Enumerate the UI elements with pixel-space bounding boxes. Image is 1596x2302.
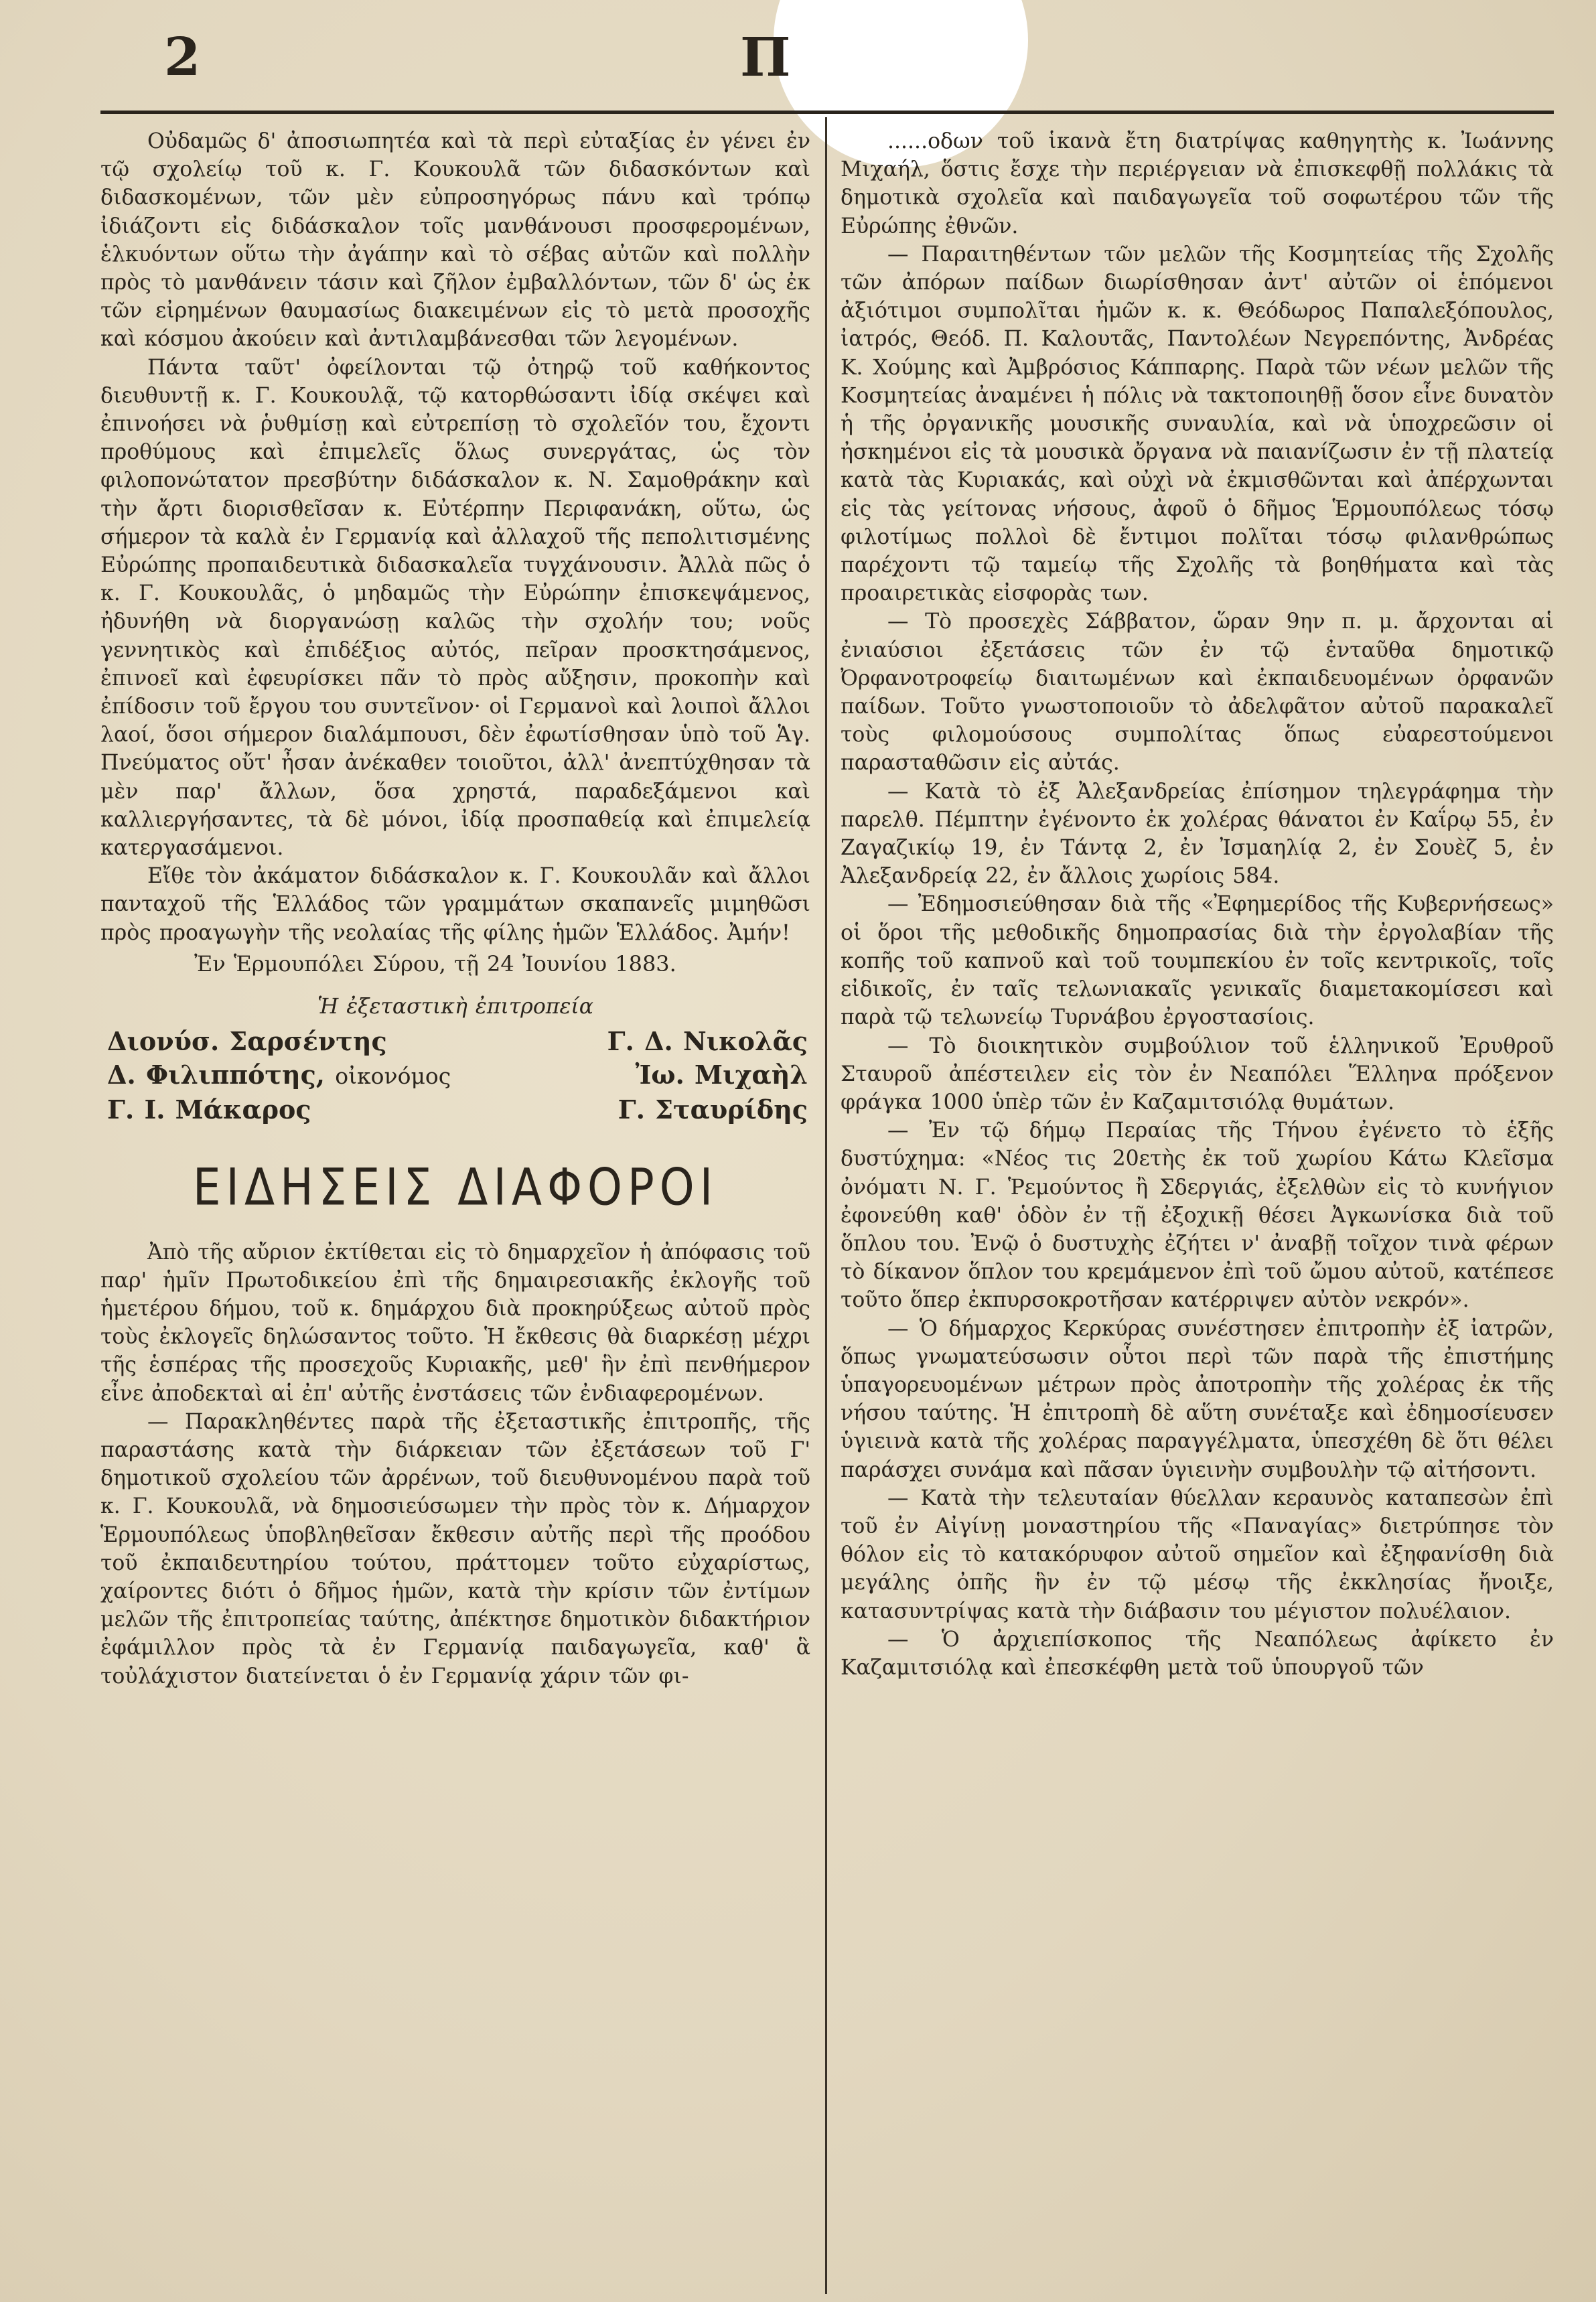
news-item: ......οδων τοῦ ἱκανὰ ἔτη διατρίψας καθηγητὴς κ. Ἰωάννης Μιχαήλ, ὅστις ἔσχε τὴν περιέργειαν νὰ ἐπισκεφθῇ πολλάκις τὰ δημοτικὰ σχολεῖα καὶ παιδαγωγεῖα τοῦ σοφωτέρου τῶν τῆς Εὐρώπης ἐθνῶν. bbox=[841, 129, 1554, 238]
signature-row bbox=[100, 1025, 810, 1058]
left-column bbox=[100, 127, 810, 1690]
news-item: — Παρακληθέντες παρὰ τῆς ἐξεταστικῆς ἐπιτροπῆς, τῆς παραστάσης κατὰ τὴν διάρκειαν τῶν ἐξετάσεων τοῦ Γ' δημοτικοῦ σχολείου τῶν ἀρρένων, τοῦ διευθυνομένου παρὰ τοῦ κ. Γ. Κουκουλᾶ, νὰ δημοσιεύσωμεν τὴν πρὸς τὸν κ. Δήμαρχον Ἑρμουπόλεως ὑποβληθεῖσαν ἔκθεσιν αὐτῆς περὶ τῆς προόδου τοῦ ἐκπαιδευτηρίου τούτου, πράττομεν τοῦτο εὐχαρίστως, χαίροντες διότι ὁ δῆμος ἡμῶν, κατὰ τὴν κρίσιν τῶν ἐντίμων μελῶν τῆς ἐπιτροπείας ταύτης, ἀπέκτησε δημοτικὸν διδακτήριον ἐφάμιλλον πρὸς τὰ ἐν Γερμανίᾳ παιδαγωγεῖα, καθ' ἃ τοὐλάχιστον διατείνεται ὁ ἐν Γερμανίᾳ χάριν τῶν φι- bbox=[100, 1409, 810, 1688]
signatory-name: Γ. Ι. Μάκαρος bbox=[107, 1094, 311, 1125]
news-item: — Ὁ δήμαρχος Κερκύρας συνέστησεν ἐπιτροπὴν ἐξ ἰατρῶν, ὅπως γνωματεύσωσιν οὗτοι περὶ τῶν παρὰ τῆς ἐπιστήμης ὑπαγορευομένων μέτρων πρὸς ἀποτροπὴν τῆς χολέρας ἐκ τῆς νήσου ταύτης. Ἡ ἐπιτροπὴ δὲ αὕτη συνέταξε καὶ ἐδημοσίευσεν ὑγιεινὰ κατὰ τῆς χολέρας παραγγέλματα, ὑπεσχέθη δὲ ὅτι θέλει παράσχει συνάμα καὶ πᾶσαν ὑγιεινὴν συμβουλὴν τῷ αἰτήσοντι. bbox=[841, 1316, 1554, 1482]
news-item: — Τὸ προσεχὲς Σάββατον, ὥραν 9ην π. μ. ἄρχονται αἱ ἐνιαύσιοι ἐξετάσεις τῶν ἐν τῷ ἐνταῦθα δημοτικῷ Ὀρφανοτροφείῳ διαιτωμένων καὶ ἐκπαιδευομένων ὀρφανῶν παίδων. Τοῦτο γνωστοποιοῦν τὸ ἀδελφᾶτον αὐτοῦ παρακαλεῖ τοὺς φιλομούσους συμπολίτας ὅπως εὐαρεστούμενοι παρασταθῶσιν εἰς αὐτάς. bbox=[841, 609, 1554, 776]
signatory-title: οἰκονόμος bbox=[335, 1063, 451, 1090]
signatory-name: Γ. Δ. Νικολᾶς bbox=[607, 1026, 808, 1057]
news-item: — Κατὰ τὴν τελευταίαν θύελλαν κεραυνὸς καταπεσὼν ἐπὶ τοῦ ἐν Αἰγίνῃ μοναστηρίου τῆς «Παναγίας» διετρύπησε τὸν θόλον εἰς τὸ κατακόρυφον αὐτοῦ σημεῖον καὶ ἐξηφανίσθη διὰ μεγάλης ὀπῆς ἣν ἐν τῷ μέσῳ τῆς ἐκκλησίας ἤνοιξε, κατασυντρίψας κατὰ τὴν διάβασιν του μέγιστον πολυέλαιον. bbox=[841, 1486, 1554, 1624]
news-item: — Τὸ διοικητικὸν συμβούλιον τοῦ ἑλληνικοῦ Ἐρυθροῦ Σταυροῦ ἀπέστειλεν εἰς τὸν ἐν Νεαπόλει Ἕλληνα πρόξενον φράγκα 1000 ὑπὲρ τῶν ἐν Καζαμιτσιόλᾳ θυμάτων. bbox=[841, 1033, 1554, 1114]
news-item: Ἀπὸ τῆς αὔριον ἐκτίθεται εἰς τὸ δημαρχεῖον ἡ ἀπόφασις τοῦ παρ' ἡμῖν Πρωτοδικείου ἐπὶ τῆς δημαιρεσιακῆς ἐκλογῆς τοῦ ἡμετέρου δήμου, τοῦ κ. δημάρχου διὰ προκηρύξεως αὐτοῦ πρὸς τοὺς ἐκλογεῖς δηλώσαντος τοῦτο. Ἡ ἔκθεσις θὰ διαρκέσῃ μέχρι τῆς ἑσπέρας τῆς προσεχοῦς Κυριακῆς, μεθ' ἣν ἐπὶ πενθήμερον εἶνε ἀποδεκταὶ αἱ ἐπ' αὐτῆς ἐνστάσεις τῶν ἐνδιαφερομένων. bbox=[100, 1240, 810, 1406]
news-item: — Ὁ ἀρχιεπίσκοπος τῆς Νεαπόλεως ἀφίκετο ἐν Καζαμιτσιόλᾳ καὶ ἐπεσκέφθη μετὰ τοῦ ὑπουργοῦ τῶν bbox=[841, 1627, 1554, 1680]
signatory-name: Διονύσ. Σαρσέντης bbox=[107, 1026, 387, 1057]
header-rule bbox=[100, 111, 1554, 114]
dateline: Ἐν Ἑρμουπόλει Σύρου, τῇ 24 Ἰουνίου 1883. bbox=[194, 950, 676, 977]
masthead-fragment: Π bbox=[740, 25, 791, 88]
committee-heading: Ἡ ἐξεταστικὴ ἐπιτροπεία bbox=[317, 995, 594, 1019]
signature-row bbox=[100, 1093, 810, 1127]
signatory-name: Δ. Φιλιππότης, οἰκονόμος bbox=[107, 1060, 451, 1090]
section-title: ΕΙΔΗΣΕΙΣ ΔΙΑΦΟΡΟΙ bbox=[192, 1157, 719, 1217]
signatory-name: Ἰω. Μιχαὴλ bbox=[635, 1060, 808, 1090]
column-divider bbox=[825, 117, 827, 2294]
article-paragraph: Εἴθε τὸν ἀκάματον διδάσκαλον κ. Γ. Κουκουλᾶν καὶ ἄλλοι πανταχοῦ τῆς Ἑλλάδος τῶν γραμμάτων σκαπανεῖς μιμηθῶσι πρὸς προαγωγὴν τῆς νεολαίας τῆς φίλης ἡμῶν Ἑλλάδος. Ἀμήν! bbox=[100, 864, 810, 945]
right-column bbox=[841, 127, 1554, 1682]
page-number: 2 bbox=[164, 27, 201, 88]
news-item: — Κατὰ τὸ ἐξ Ἀλεξανδρείας ἐπίσημον τηλεγράφημα τὴν παρελθ. Πέμπτην ἐγένοντο ἐκ χολέρας θάνατοι ἐν Καΐρῳ 55, ἐν Ζαγαζικίῳ 19, ἐν Τάντᾳ 2, ἐν Ἰσμαηλίᾳ 2, ἐν Σουὲζ 5, ἐν Ἀλεξανδρείᾳ 22, ἐν ἄλλοις χωρίοις 584. bbox=[841, 779, 1554, 889]
article-paragraph: Οὐδαμῶς δ' ἀποσιωπητέα καὶ τὰ περὶ εὐταξίας ἐν γένει ἐν τῷ σχολείῳ τοῦ κ. Γ. Κουκουλᾶ τῶν διδασκόντων καὶ διδασκομένων, τῶν μὲν εὐπροσηγόρως πάνυ καὶ τρόπῳ ἰδιάζοντι εἰς διδάσκαλον τοῖς μανθάνουσι προσφερομένων, ἑλκυόντων οὕτω τὴν ἀγάπην καὶ τὸ σέβας αὐτῶν καὶ πολλὴν πρὸς τὸ μανθάνειν τάσιν καὶ ζῆλον ἐμβαλλόντων, τῶν δ' ὡς ἐκ τῶν εἰρημένων θαυμασίως διακειμένων εἰς τὸ μετὰ προσοχῆς καὶ κόσμου ἀκούειν καὶ ἀντιλαμβάνεσθαι τῶν λεγομένων. bbox=[100, 129, 810, 352]
signature-row bbox=[100, 1058, 810, 1093]
news-item: — Ἐδημοσιεύθησαν διὰ τῆς «Ἐφημερίδος τῆς Κυβερνήσεως» οἱ ὅροι τῆς μεθοδικῆς δημοπρασίας διὰ τὴν ἐργολαβίαν τῆς κοπῆς τοῦ καπνοῦ καὶ τοῦ τουμπεκίου ἐν τοῖς κεντρικοῖς, τοῖς εἰδικοῖς, ἐν ταῖς τελωνιακαῖς γενικαῖς διαμετακομίσεσι καὶ παρὰ τῷ τελωνείῳ Τυρνάβου ἐργοστασίοις. bbox=[841, 892, 1554, 1030]
news-item: — Παραιτηθέντων τῶν μελῶν τῆς Κοσμητείας τῆς Σχολῆς τῶν ἀπόρων παίδων διωρίσθησαν ἀντ' αὐτῶν οἱ ἑπόμενοι ἀξιότιμοι συμπολῖται ἡμῶν κ. κ. Θεόδωρος Παπαλεξόπουλος, ἰατρός, Θεόδ. Π. Καλουτᾶς, Παντολέων Νεγρεπόντης, Ἀνδρέας Κ. Χούμης καὶ Ἀμβρόσιος Κάππαρης. Παρὰ τῶν νέων μελῶν τῆς Κοσμητείας ἀναμένει ἡ πόλις νὰ τακτοποιηθῇ ὅσον εἶνε δυνατὸν ἡ τῆς ὀργανικῆς μουσικῆς συναυλία, καὶ νὰ ὑποχρεῶσιν οἱ ἠσκημένοι εἰς τὰ μουσικὰ ὄργανα νὰ παιανίζωσιν ἐν τῇ πλατείᾳ κατὰ τὰς Κυριακάς, καὶ οὐχὶ νὰ ἐκμισθῶνται καὶ ἀπέρχωνται εἰς τὰς γείτονας νήσους, ἀφοῦ ὁ δῆμος Ἑρμουπόλεως τόσῳ φιλοτίμως πολλοὶ δὲ ἔντιμοι πολῖται τόσῳ φιλανθρώπως παρέχοντι τῷ ταμείῳ τῆς Σχολῆς τὰ βοηθήματα καὶ τὰς προαιρετικὰς εἰσφορὰς των. bbox=[841, 242, 1554, 606]
signatory-name: Γ. Σταυρίδης bbox=[618, 1094, 808, 1125]
news-item: — Ἐν τῷ δήμῳ Περαίας τῆς Τήνου ἐγένετο τὸ ἑξῆς δυστύχημα: «Νέος τις 20ετὴς ἐκ τοῦ χωρίου Κάτω Κλεῖσμα ὀνόματι Ν. Γ. Ῥεμούντος ἢ Σδεργιάς, ἐξελθὼν εἰς τὸ κυνήγιον ἐφονεύθη καθ' ὁδὸν ἐν τῇ ἐξοχικῇ θέσει Ἀγκωνίσκα διὰ τοῦ ὅπλου του. Ἐνῷ ὁ δυστυχὴς ἐζήτει ν' ἀναβῇ τοῖχον τινὰ φέρων τὸ δίκανον ὅπλον του κρεμάμενον ἐπὶ τοῦ ὤμου αὐτοῦ, κατέπεσε τοῦτο ὅπερ ἐκπυρσοκροτῆσαν κατέρριψεν αὐτὸν νεκρόν». bbox=[841, 1119, 1554, 1313]
article-paragraph: Πάντα ταῦτ' ὀφείλονται τῷ ὀτηρῷ τοῦ καθήκοντος διευθυντῇ κ. Γ. Κουκουλᾷ, τῷ κατορθώσαντι ἰδίᾳ σκέψει καὶ ἐπινοήσει νὰ ῥυθμίσῃ καὶ εὐτρεπίσῃ τὸ σχολεῖόν του, ἔχοντι προθύμους καὶ ἐπιμελεῖς ὅλως συνεργάτας, ὡς τὸν φιλοπονώτατον πρεσβύτην διδάσκαλον κ. Ν. Σαμοθράκην καὶ τὴν ἄρτι διορισθεῖσαν κ. Εὐτέρπην Περιφανάκη, οὕτω, ὡς σήμερον τὰ καλὰ ἐν Γερμανίᾳ καὶ ἀλλαχοῦ τῆς πεπολιτισμένης Εὐρώπης προπαιδευτικὰ διδασκαλεῖα τυγχάνουσιν. Ἀλλὰ πῶς ὁ κ. Γ. Κουκουλᾶς, ὁ μηδαμῶς τὴν Εὐρώπην ἐπισκεψάμενος, ἠδυνήθη νὰ διοργανώσῃ καλῶς τὴν σχολήν του; νοῦς γεννητικὸς καὶ ἐπιδέξιος αὐτός, πεῖραν προσκτησάμενος, ἐπινοεῖ καὶ ἐφευρίσκει πᾶν τὸ πρὸς αὔξησιν, προκοπὴν καὶ ἐπίδοσιν τοῦ ἔργου του συντεῖνον· οἱ Γερμανοὶ καὶ λοιποὶ ἄλλοι λαοί, ὅσοι σήμερον διαλάμπουσι, δὲν ἐφωτίσθησαν ὑπὸ τοῦ Ἁγ. Πνεύματος οὔτ' ἦσαν ἀνέκαθεν τοιοῦτοι, ἀλλ' ἀνεπτύχθησαν τὰ μὲν παρ' ἄλλων, ὅσα χρηστά, παραδεξάμενοι καὶ καλλιεργήσαντες, τὰ δὲ μόνοι, ἰδίᾳ προσπαθείᾳ καὶ ἐπιμελείᾳ κατεργασάμενοι. bbox=[100, 355, 810, 861]
